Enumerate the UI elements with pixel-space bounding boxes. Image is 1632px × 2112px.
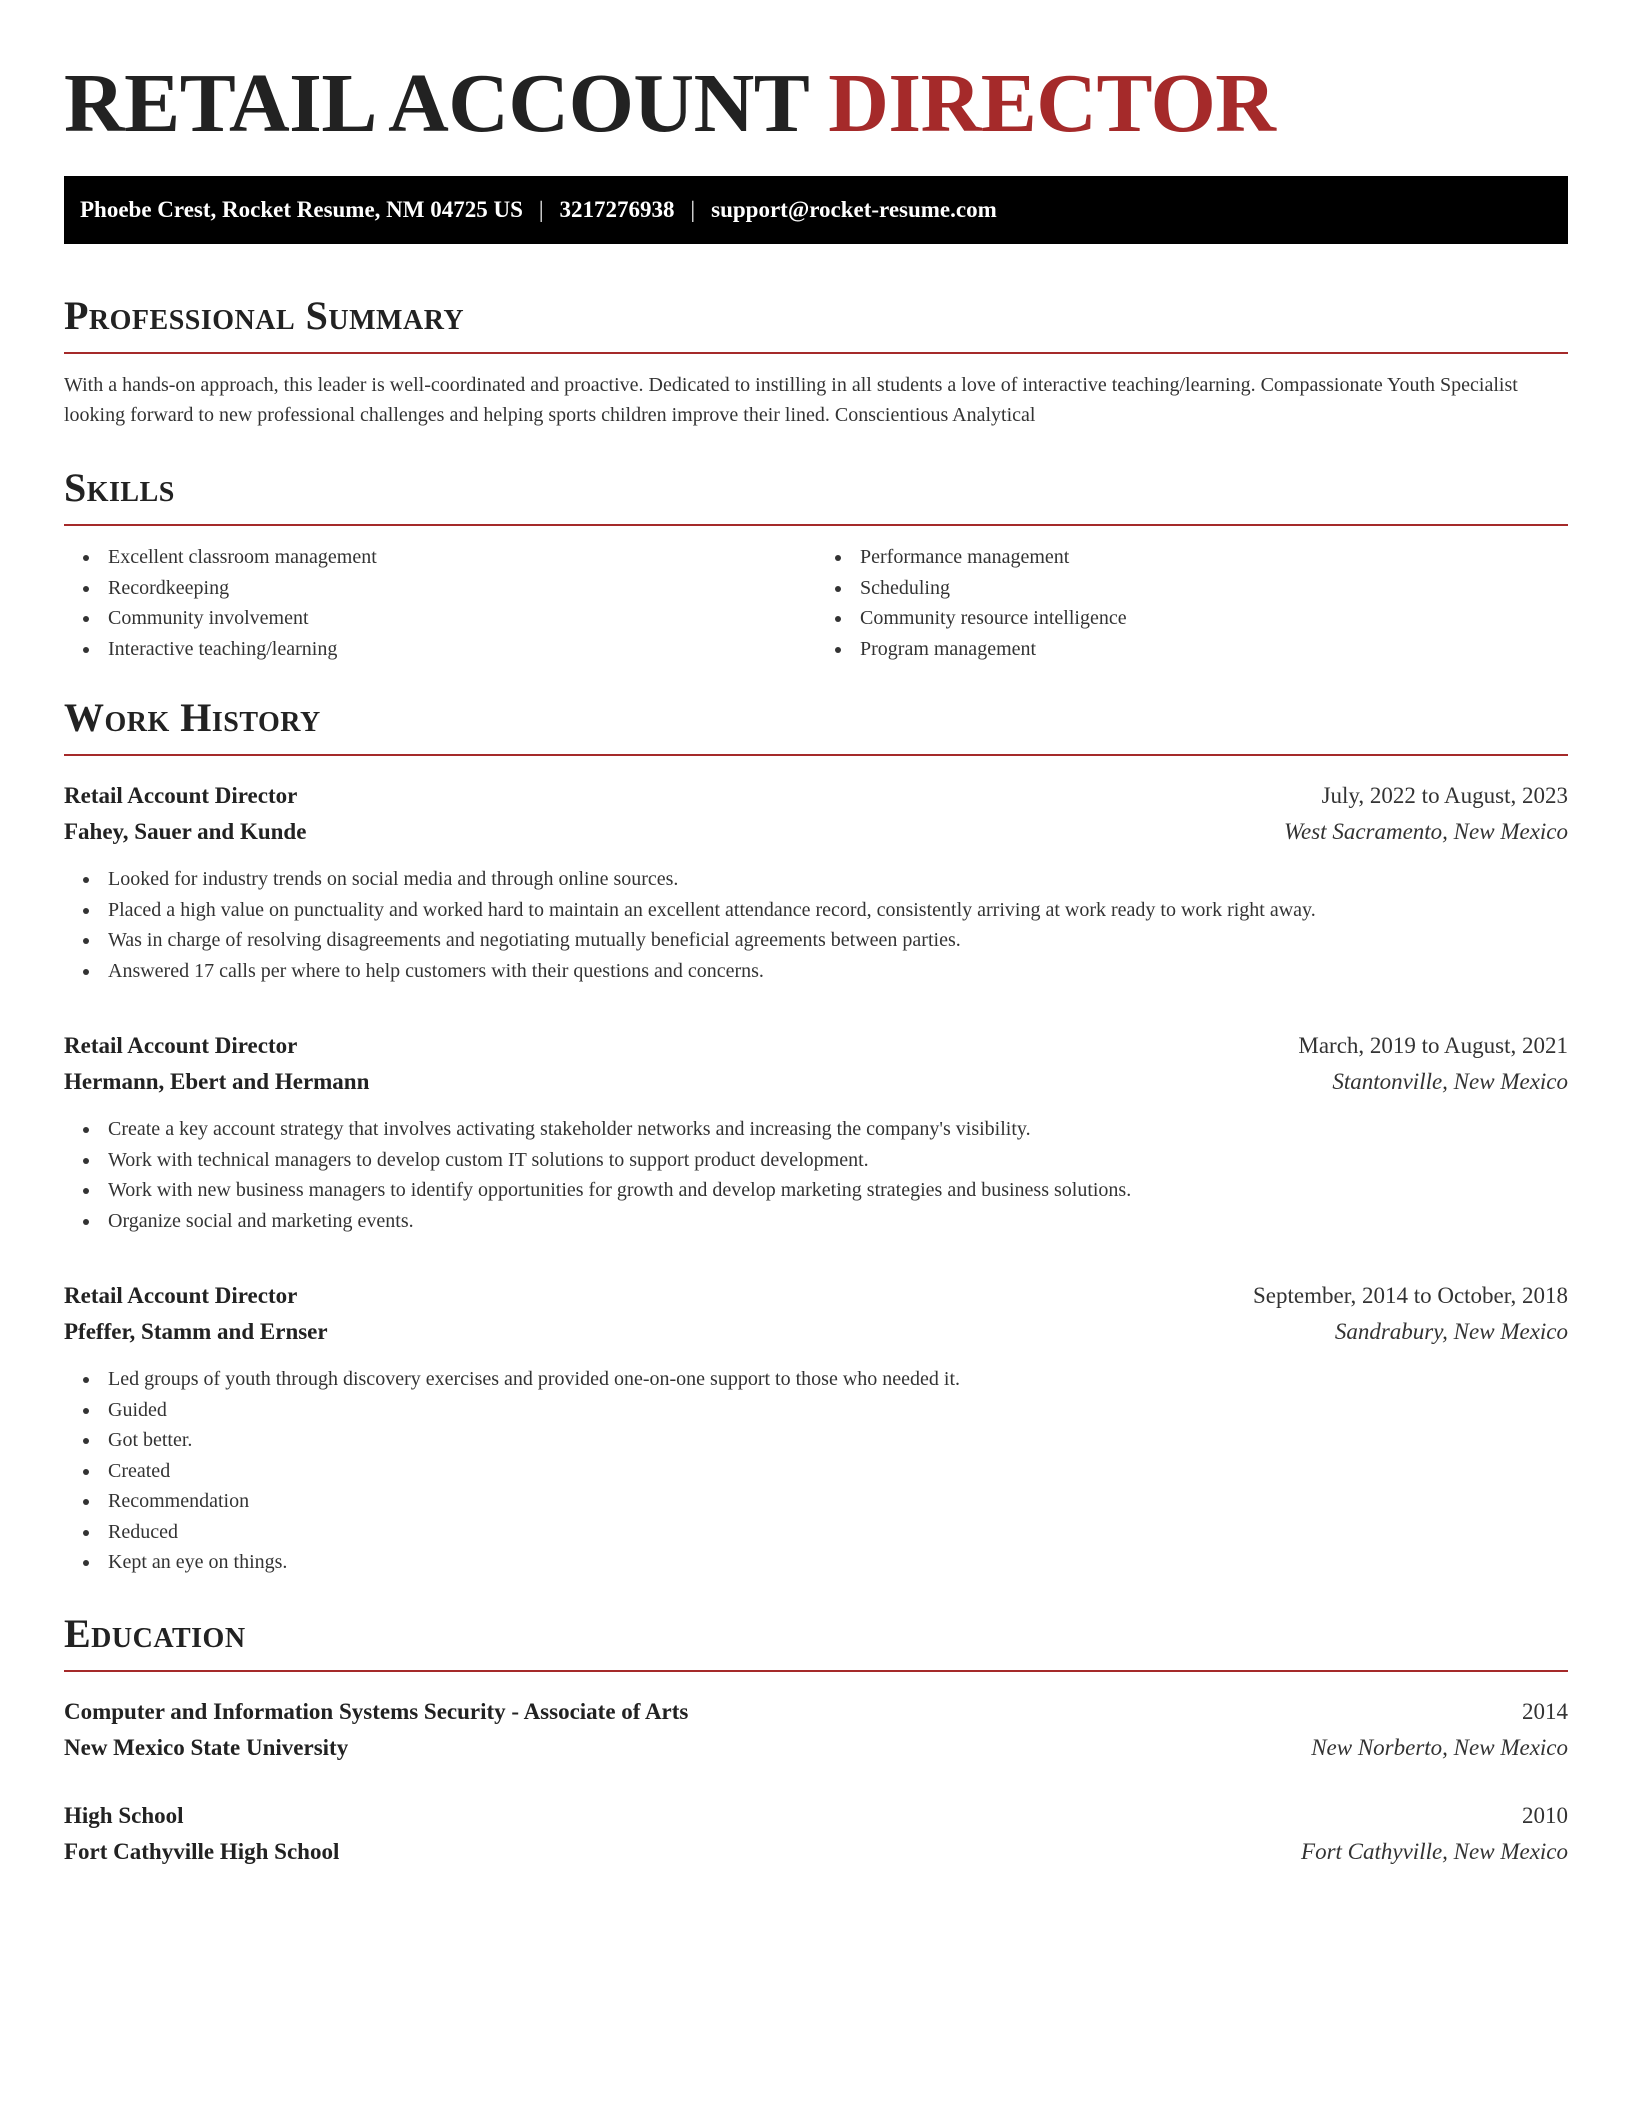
contact-email: support@rocket-resume.com (711, 197, 997, 222)
job-dates: July, 2022 to August, 2023 (1321, 783, 1568, 808)
skill-item: Recordkeeping (108, 573, 816, 604)
skill-item: Community resource intelligence (860, 603, 1568, 634)
job-bullets (64, 1364, 1568, 1578)
education-degree: High School (64, 1802, 184, 1828)
job-bullet: Guided (108, 1395, 1568, 1426)
job-company: Fahey, Sauer and Kunde (64, 819, 307, 844)
skill-item: Interactive teaching/learning (108, 634, 816, 665)
education-entry (64, 1694, 1568, 1766)
job-company: Hermann, Ebert and Hermann (64, 1069, 370, 1094)
job-entry (64, 778, 1568, 986)
contact-separator: | (690, 197, 696, 222)
job-bullet: Created (108, 1456, 1568, 1487)
job-bullet: Work with technical managers to develop custom IT solutions to support product development. (108, 1145, 1568, 1176)
skill-item: Excellent classroom management (108, 542, 816, 573)
skill-item: Scheduling (860, 573, 1568, 604)
job-bullet: Create a key account strategy that involves activating stakeholder networks and increasing the company's visibility. (108, 1114, 1568, 1145)
education-degree-row (64, 1694, 1568, 1730)
work-history-heading: Work History (64, 695, 321, 740)
job-bullet: Was in charge of resolving disagreements and negotiating mutually beneficial agreements between parties. (108, 925, 1568, 956)
section-divider (64, 524, 1568, 526)
job-title-row (64, 778, 1568, 814)
job-bullet: Answered 17 calls per where to help customers with their questions and concerns. (108, 956, 1568, 987)
job-company-row (64, 814, 1568, 850)
title-main: RETAIL ACCOUNT (64, 57, 829, 150)
section-divider (64, 1670, 1568, 1672)
contact-address: Phoebe Crest, Rocket Resume, NM 04725 US (80, 197, 523, 222)
job-bullet: Organize social and marketing events. (108, 1206, 1568, 1237)
job-dates: March, 2019 to August, 2021 (1298, 1033, 1568, 1058)
resume-title (64, 0, 1568, 152)
title-accent: DIRECTOR (828, 57, 1276, 150)
contact-separator: | (538, 197, 544, 222)
job-bullet: Recommendation (108, 1486, 1568, 1517)
education-year: 2014 (1522, 1698, 1568, 1724)
education-degree-row (64, 1798, 1568, 1834)
education-school-row (64, 1730, 1568, 1766)
job-bullet: Got better. (108, 1425, 1568, 1456)
job-location: Sandrabury, New Mexico (1334, 1319, 1568, 1344)
job-entry (64, 1028, 1568, 1236)
education-entry (64, 1798, 1568, 1870)
education-location: New Norberto, New Mexico (1311, 1734, 1568, 1760)
job-bullet: Placed a high value on punctuality and worked hard to maintain an excellent attendance record, consistently arriving at work ready to work right away. (108, 895, 1568, 926)
skills-list-right (816, 542, 1568, 664)
education-school-row (64, 1834, 1568, 1870)
education-location: Fort Cathyville, New Mexico (1301, 1838, 1568, 1864)
job-bullet: Led groups of youth through discovery exercises and provided one-on-one support to those who needed it. (108, 1364, 1568, 1395)
job-title-row (64, 1278, 1568, 1314)
job-bullets (64, 1114, 1568, 1236)
job-company-row (64, 1314, 1568, 1350)
education-heading: Education (64, 1610, 246, 1656)
summary-text: With a hands-on approach, this leader is well-coordinated and proactive. Dedicated to instilling in all students a love of interactive teaching/learning. Compassionate Youth Specialist looking forward to new professional challenges and helping sports children improve their lined. Conscientious Analytical (64, 374, 1518, 426)
contact-phone: 3217276938 (559, 197, 675, 222)
job-company-row (64, 1064, 1568, 1100)
job-bullet: Looked for industry trends on social media and through online sources. (108, 864, 1568, 895)
job-bullet: Kept an eye on things. (108, 1547, 1568, 1578)
summary-section (64, 292, 1568, 430)
skill-item: Community involvement (108, 603, 816, 634)
job-company: Pfeffer, Stamm and Ernser (64, 1319, 328, 1344)
work-history-section (64, 694, 1568, 1578)
job-location: Stantonville, New Mexico (1332, 1069, 1568, 1094)
job-bullets (64, 864, 1568, 986)
job-title: Retail Account Director (64, 1283, 298, 1308)
job-dates: September, 2014 to October, 2018 (1253, 1283, 1568, 1308)
skills-columns (64, 542, 1568, 664)
job-bullet: Reduced (108, 1517, 1568, 1548)
skill-item: Performance management (860, 542, 1568, 573)
skills-heading: Skills (64, 465, 175, 510)
education-year: 2010 (1522, 1802, 1568, 1828)
job-title: Retail Account Director (64, 1033, 298, 1058)
skill-item: Program management (860, 634, 1568, 665)
education-section (64, 1610, 1568, 1870)
education-degree: Computer and Information Systems Security - Associate of Arts (64, 1698, 689, 1724)
skills-section (64, 464, 1568, 664)
skills-list-left (64, 542, 816, 664)
job-bullet: Work with new business managers to identify opportunities for growth and develop marketing strategies and business solutions. (108, 1175, 1568, 1206)
job-entry (64, 1278, 1568, 1578)
job-title: Retail Account Director (64, 783, 298, 808)
section-divider (64, 352, 1568, 354)
job-location: West Sacramento, New Mexico (1283, 819, 1568, 844)
section-divider (64, 754, 1568, 756)
education-school: New Mexico State University (64, 1734, 349, 1760)
summary-heading: Professional Summary (64, 293, 465, 338)
contact-bar (64, 176, 1568, 244)
education-school: Fort Cathyville High School (64, 1838, 340, 1864)
job-title-row (64, 1028, 1568, 1064)
